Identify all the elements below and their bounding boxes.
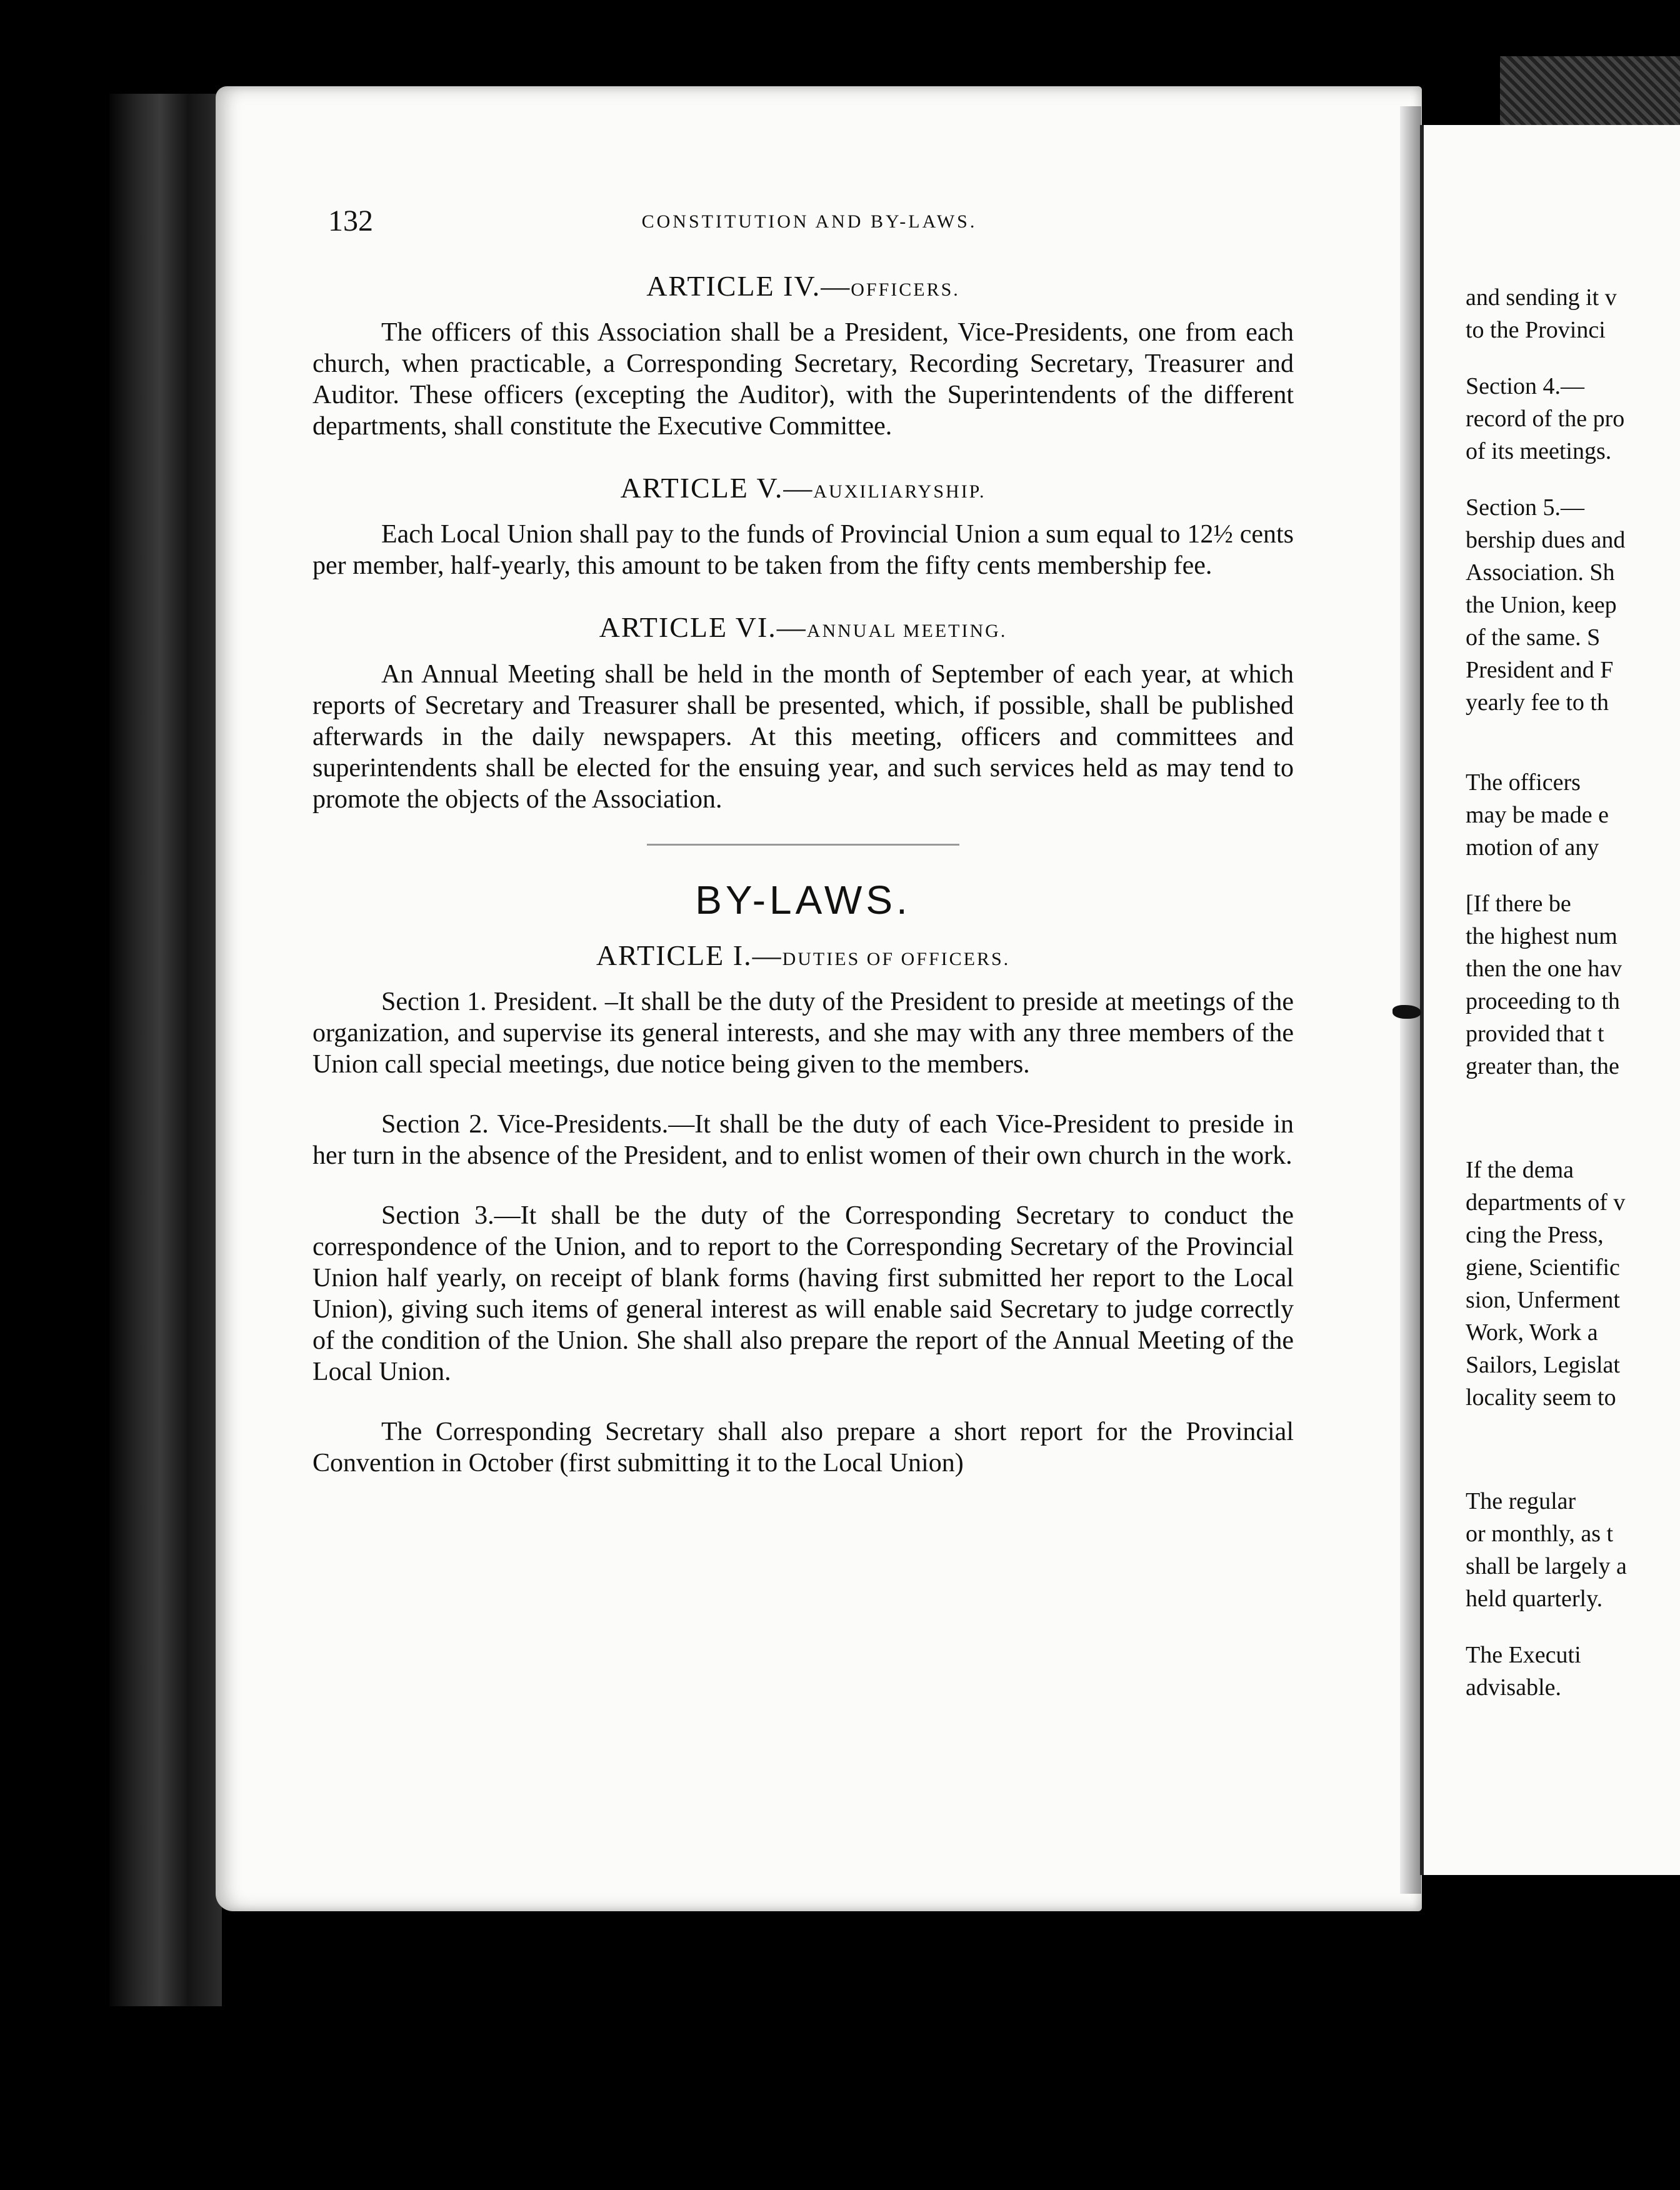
article-number: ARTICLE VI.— [599,611,807,644]
right-page-line: bership dues and [1466,527,1626,553]
right-page-line: yearly fee to th [1466,689,1609,716]
bylaw-section: Section 1. President. –It shall be the duty of the President to preside at meetings of the organization, and supervise its general interests, and she may with any three members of the Union call special meetings, due notice being given to the members. [312,987,1294,1079]
right-page-line: Work, Work a [1466,1319,1598,1346]
right-page-line: may be made e [1466,802,1609,828]
article-text: The officers of this Association shall be a President, Vice-Presidents, one from each church, when practicable, a Corresponding Secretary, Recording Secretary, Treasurer and Auditor. These officers (excepting the Auditor), with the Superintendents of the different departments, shall constitute the Executive Committee. [312,318,1294,441]
right-page-line: advisable. [1466,1674,1562,1701]
article-number: ARTICLE V.— [620,472,814,504]
right-page-line: record of the pro [1466,406,1625,432]
right-page-line: of the same. S [1466,624,1601,651]
right-page-content [1466,281,1680,1704]
line-gap [1466,742,1680,766]
right-page-line: departments of v [1466,1189,1626,1216]
right-page-line: proceeding to th [1466,988,1620,1014]
right-page-line: The regular [1466,1488,1576,1514]
right-page-line: If the dema [1466,1157,1574,1183]
right-page-line: The Executi [1466,1642,1581,1668]
right-page-line: the highest num [1466,923,1618,949]
right-page-line: Association. Sh [1466,559,1615,586]
line-gap [1466,1082,1680,1106]
left-page-content [312,269,1294,1508]
page-number: 132 [328,204,373,238]
line-gap [1466,1615,1680,1639]
right-page-line: President and F [1466,657,1614,683]
right-page-line: Sailors, Legislat [1466,1352,1620,1378]
right-page-line: Section 5.— [1466,494,1584,521]
article-heading [312,938,1294,972]
right-page-line: Section 4.— [1466,373,1584,399]
right-page-line: of its meetings. [1466,438,1612,464]
page-gutter [1400,106,1421,1894]
article-number: ARTICLE I.— [596,939,782,971]
article-heading [312,471,1294,505]
paper-damage-mark [1392,1005,1421,1019]
line-gap [1466,346,1680,370]
bylaw-section: Section 2. Vice-Presidents.—It shall be the duty of each Vice-President to preside in her turn in the absence of the President, and to enlist women of their own church in the work. [312,1109,1294,1170]
running-title: CONSTITUTION AND BY-LAWS. [641,211,978,232]
article-title: AUXILIARYSHIP. [813,481,986,502]
line-gap [1466,864,1680,888]
right-page-line: or monthly, as t [1466,1521,1614,1547]
article-heading [312,269,1294,303]
right-page-line: then the one hav [1466,956,1622,982]
article-number: ARTICLE IV.— [646,270,851,302]
article-text: An Annual Meeting shall be held in the month of September of each year, at which reports of Secretary and Treasurer shall be presented, which, if possible, shall be published afterwards in the daily newspapers. At this meeting, officers and committees and superintendents shall be elected for the ensuing year, and such services held as may tend to promote the objects of the Association. [312,659,1294,814]
line-gap [1466,1130,1680,1154]
right-page-line: motion of any [1466,834,1599,861]
line-gap [1466,1414,1680,1438]
article-title: DUTIES OF OFFICERS. [782,948,1011,969]
line-gap [1466,1461,1680,1485]
right-page-line: cing the Press, [1466,1222,1604,1248]
line-gap [1466,1438,1680,1461]
article-title: ANNUAL MEETING. [806,621,1008,642]
right-page-line: to the Provinci [1466,317,1606,343]
running-head [328,204,1291,241]
right-page-line: giene, Scientific [1466,1254,1620,1281]
article-text: Each Local Union shall pay to the funds of Provincial Union a sum equal to 12½ cents per member, half-yearly, this amount to be taken from the fifty cents membership fee. [312,520,1294,581]
right-page-line: [If there be [1466,891,1571,917]
right-page-line: provided that t [1466,1021,1604,1047]
right-page-line: held quarterly. [1466,1586,1603,1612]
right-page-line: shall be largely a [1466,1553,1627,1579]
right-page-line: locality seem to [1466,1384,1616,1411]
line-gap [1466,719,1680,742]
article-title: OFFICERS. [851,279,960,300]
background-texture [1500,56,1680,125]
right-page-line: The officers [1466,769,1581,796]
line-gap [1466,1106,1680,1130]
section-divider [647,844,959,846]
right-page-line: the Union, keep [1466,592,1617,618]
right-page-line: sion, Unferment [1466,1287,1620,1313]
book-binding [109,94,222,2006]
bylaw-section: Section 3.—It shall be the duty of the Corresponding Secretary to conduct the correspondence of the Union, and to report to the Corresponding Secretary of the Provincial Union half yearly, on receipt of blank forms (having first submitted her report to the Local Union), giving such items of general interest as will enable said Secretary to judge correctly of the condition of the Union. She shall also prepare the report of the Annual Meeting of the Local Union. [312,1201,1294,1386]
bylaw-section: The Corresponding Secretary shall also prepare a short report for the Provincial Convention in October (first submitting it to the Local Union) [312,1417,1294,1478]
bylaws-title: BY-LAWS. [695,877,911,922]
right-page-line: and sending it v [1466,284,1617,311]
line-gap [1466,468,1680,491]
right-page-line: greater than, the [1466,1053,1619,1079]
article-heading [312,610,1294,644]
